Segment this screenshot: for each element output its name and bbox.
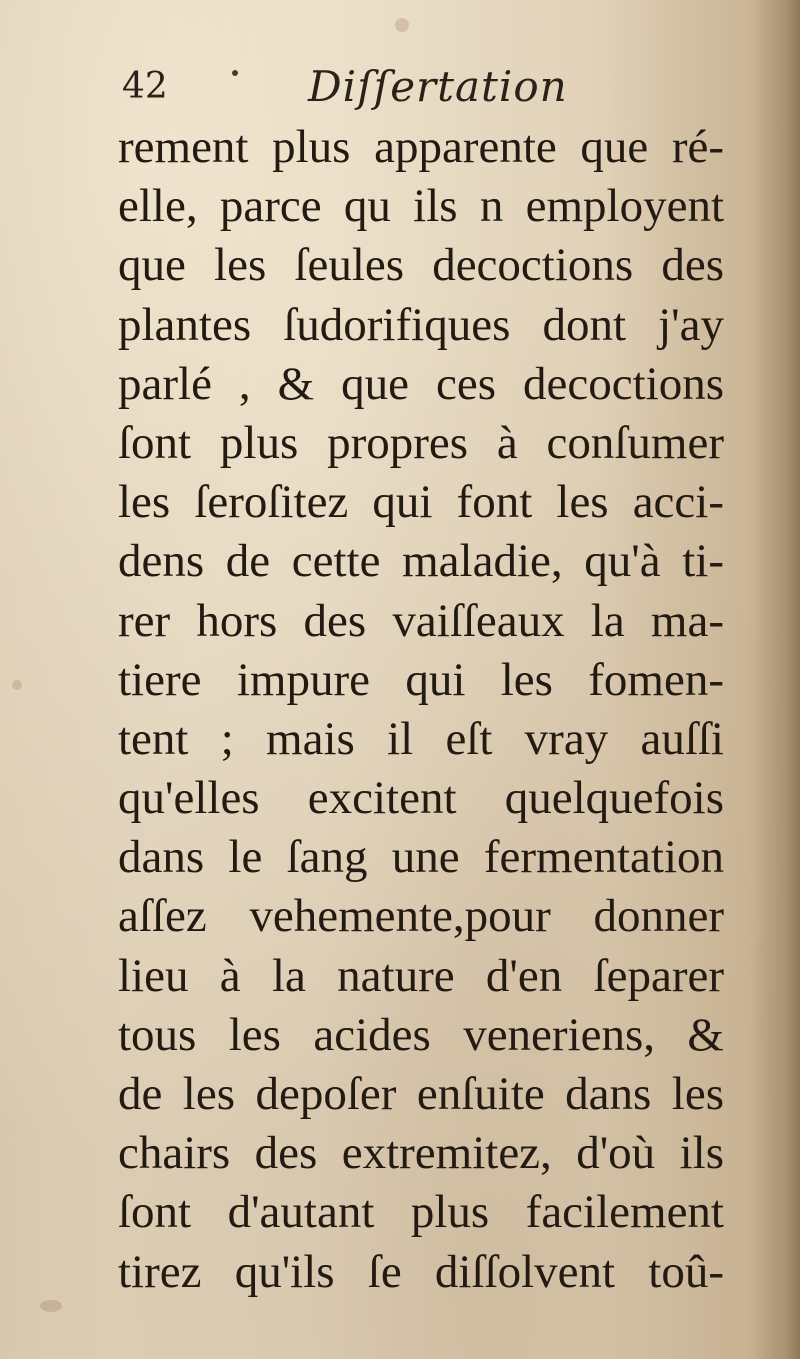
header-ornament-dot: [232, 70, 238, 76]
text-line: de les depoſer enſuite dans les: [118, 1068, 724, 1120]
text-line: tent ; mais il eſt vray auſſi: [118, 712, 724, 765]
text-line: que les ſeules decoctions des: [118, 239, 724, 292]
text-line: tirez qu'ils ſe diſſolvent toû-: [118, 1245, 724, 1298]
running-title: Diſſertation: [308, 62, 568, 111]
text-line: dans le ſang une fermentation: [118, 831, 724, 884]
paper-stain: [12, 680, 22, 690]
paper-stain: [395, 18, 409, 32]
text-line: parlé , & que ces decoctions: [118, 357, 724, 410]
text-line: dens de cette maladie, qu'à ti-: [118, 535, 724, 588]
text-line: aſſez vehemente,pour donner: [118, 890, 724, 943]
text-line: tiere impure qui les fomen-: [118, 653, 724, 706]
paper-stain: [40, 1300, 62, 1312]
text-line: plantes ſudorifiques dont j'ay: [118, 298, 724, 351]
text-line: les ſeroſitez qui font les acci-: [118, 476, 724, 529]
text-line: qu'elles excitent quelquefois: [118, 772, 724, 825]
page-header: [122, 62, 722, 112]
text-line: ſont plus propres à conſumer: [118, 416, 724, 469]
page-number: 42: [122, 66, 168, 107]
text-line: lieu à la nature d'en ſeparer: [118, 949, 724, 1002]
text-line: elle, parce qu ils n employent: [118, 180, 724, 233]
text-line: rer hors des vaiſſeaux la ma-: [118, 594, 724, 647]
text-line: rement plus apparente que ré-: [118, 121, 724, 173]
body-text: [118, 118, 738, 1302]
text-line: chairs des extremitez, d'où ils: [118, 1127, 724, 1180]
page-gutter-shadow: [752, 0, 800, 1359]
text-line: ſont d'autant plus facilement: [118, 1186, 724, 1239]
text-line: tous les acides veneriens, &: [118, 1008, 724, 1061]
